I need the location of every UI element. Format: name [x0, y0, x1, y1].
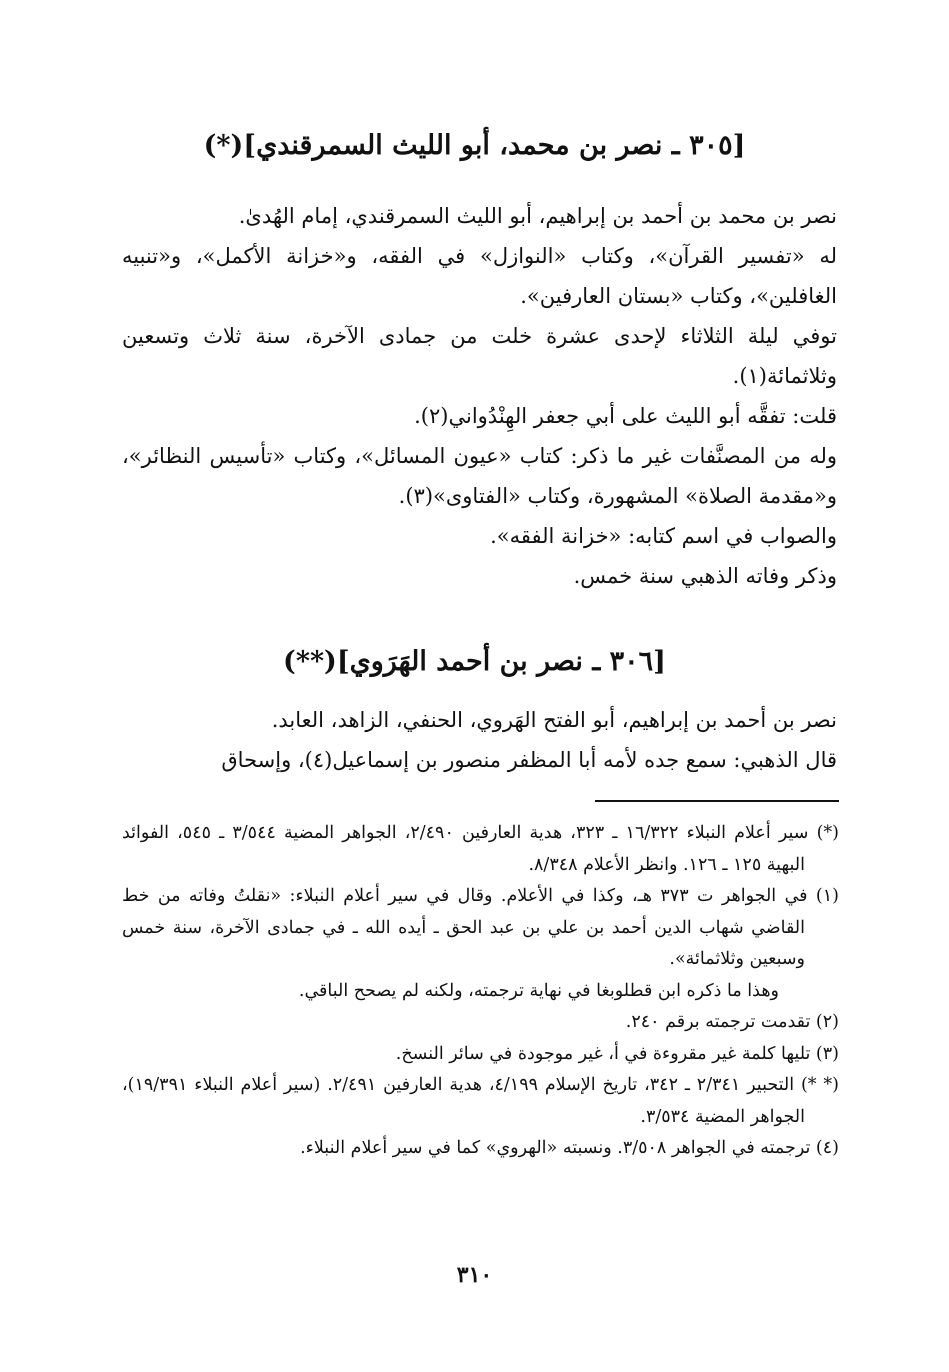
entry-306-body [122, 700, 837, 780]
footnote-separator [595, 800, 839, 802]
page-number: ٣١٠ [456, 1262, 493, 1288]
entry-306-paragraph: نصر بن أحمد بن إبراهيم، أبو الفتح الهَروي، الحنفي، الزاهد، العابد. [271, 708, 837, 732]
footnote-continuation: وهذا ما ذكره ابن قطلوبغا في نهاية ترجمته، ولكنه لم يصحح الباقي. [298, 980, 779, 1001]
footnote: (٣) تليها كلمة غير مقروءة في أ، غير موجودة في سائر النسخ. [395, 1043, 839, 1064]
entry-305-paragraph: والصواب في اسم كتابه: «خزانة الفقه». [490, 524, 837, 548]
entry-305-body [122, 196, 837, 596]
footnote: (٢) تقدمت ترجمته برقم ٢٤٠. [625, 1012, 839, 1032]
footnote: (١) في الجواهر ت ٣٧٣ هـ، وكذا في الأعلام. وقال في سير أعلام النبلاء: «نقلتُ وفاته من خط القاضي شهاب الدين أحمد بن علي بن عبد الحق ـ أيده الله ـ في جمادى الآخرة، سنة خمس وسبعين وثلاثمائة». [122, 886, 839, 969]
entry-306-paragraph: قال الذهبي: سمع جده لأمه أبا المظفر منصور بن إسماعيل(٤)، وإسحاق [221, 748, 837, 772]
entry-305-paragraph: توفي ليلة الثلاثاء لإحدى عشرة خلت من جمادى الآخرة، سنة ثلاث وتسعين وثلاثمائة(١). [122, 324, 837, 388]
entry-305-paragraph: نصر بن محمد بن أحمد بن إبراهيم، أبو الليث السمرقندي، إمام الهُدىٰ. [238, 204, 837, 228]
footnote: (* *) التحبير ٢/٣٤١ ـ ٣٤٢، تاريخ الإسلام ٤/١٩٩، هدية العارفين ٢/٤٩١. (سير أعلام النبلاء ١٩/٣٩١)، الجواهر المضية ٣/٥٣٤. [122, 1075, 839, 1127]
entry-305-paragraph: وله من المصنَّفات غير ما ذكر: كتاب «عيون المسائل»، وكتاب «تأسيس النظائر»، و«مقدمة الصلاة» المشهورة، وكتاب «الفتاوى»(٣). [122, 444, 837, 508]
footnote: (٤) ترجمته في الجواهر ٣/٥٠٨. ونسبته «الهروي» كما في سير أعلام النبلاء. [300, 1138, 839, 1158]
entry-305-paragraph: وذكر وفاته الذهبي سنة خمس. [573, 564, 837, 588]
entry-305-heading: [٣٠٥ ـ نصر بن محمد، أبو الليث السمرقندي](*) [203, 130, 746, 161]
entry-305-paragraph: له «تفسير القرآن»، وكتاب «النوازل» في الفقه، و«خزانة الأكمل»، و«تنبيه الغافلين»، وكتاب «بستان العارفين». [122, 244, 837, 308]
entry-305-paragraph: قلت: تفقَّه أبو الليث على أبي جعفر الهِنْدُواني(٢). [414, 404, 837, 428]
entry-306-heading: [٣٠٦ ـ نصر بن أحمد الهَرَوي](**) [283, 646, 666, 677]
footnotes [122, 818, 839, 1165]
footnote: (*) سير أعلام النبلاء ١٦/٣٢٢ ـ ٣٢٣، هدية العارفين ٢/٤٩٠، الجواهر المضية ٣/٥٤٤ ـ ٥٤٥، الفوائد البهية ١٢٥ ـ ١٢٦. وانظر الأعلام ٨/٣٤٨. [122, 823, 839, 875]
